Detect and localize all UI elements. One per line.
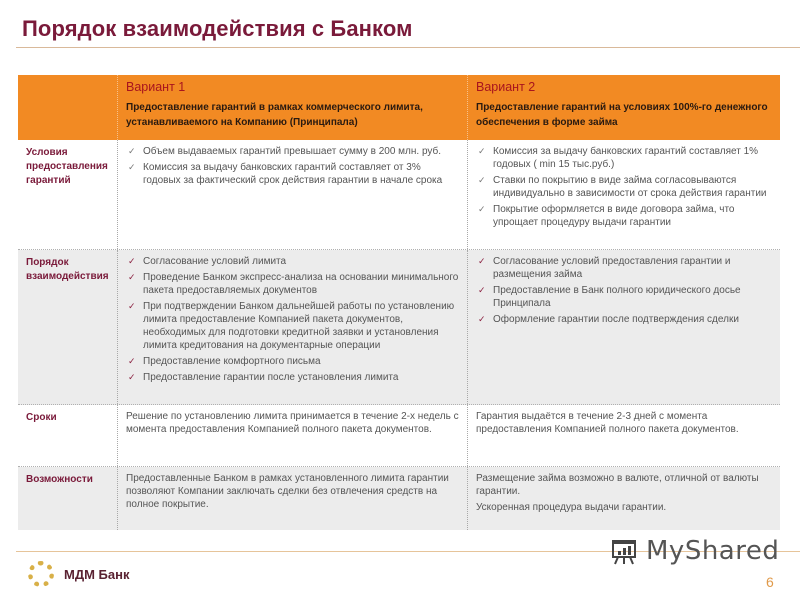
list-item: ✓ Согласование условий предоставления гарантии и размещения займа (478, 256, 731, 280)
presentation-board-icon (608, 536, 640, 566)
check-icon: ✓ (128, 301, 136, 311)
variant-2-label: Вариант 2 (476, 80, 536, 94)
cell-text: Предоставленные Банком в рамках установленного лимита гарантии позволяют Компании заключать сделки без отвлечения средств на полное покрытие. (126, 473, 449, 510)
check-icon: ✓ (478, 175, 486, 185)
list-item: ✓ Оформление гарантии после подтверждения сделки (478, 314, 739, 325)
row-terms-variant-2 (468, 405, 780, 466)
bank-logo-text: МДМ Банк (64, 567, 130, 582)
row-label: Условия предоставления гарантий (18, 140, 118, 249)
cell-text: Размещение займа возможно в валюте, отличной от валюты гарантии. (476, 473, 759, 497)
cell-text: Ускоренная процедура выдачи гарантии. (476, 502, 667, 513)
header-variant-2 (468, 75, 780, 140)
row-opportunities-variant-1 (118, 467, 468, 530)
list-item: ✓ Покрытие оформляется в виде договора займа, что упрощает процедуру выдачи гарантии (478, 204, 735, 228)
table-header-row (18, 75, 780, 140)
check-icon: ✓ (128, 256, 136, 266)
title-divider (16, 47, 800, 48)
row-procedure-variant-2 (468, 250, 780, 404)
row-label: Возможности (18, 467, 118, 530)
row-procedure-variant-1 (118, 250, 468, 404)
row-label: Порядок взаимодействия (18, 250, 118, 404)
check-icon: ✓ (478, 204, 486, 214)
sun-ring-logo-icon (28, 561, 54, 587)
check-icon: ✓ (128, 356, 136, 366)
check-icon: ✓ (478, 285, 486, 295)
table-row-conditions (18, 140, 780, 250)
variant-1-description: Предоставление гарантий в рамках коммерческого лимита, устанавливаемого на Компанию (Принципала) (126, 102, 423, 128)
watermark-text: MyShared (646, 536, 780, 566)
list-item: ✓ При подтверждении Банком дальнейшей работы по установлению лимита предоставление Компанией пакета документов, необходимых для подготовки кредитной заявки и установления лимита кредитования на документарные операции (128, 301, 455, 351)
page-title: Порядок взаимодействия с Банком (22, 16, 413, 41)
check-icon: ✓ (478, 146, 486, 156)
list-item: ✓ Комиссия за выдачу банковских гарантий составляет от 3% годовых за фактический срок действия гарантии в начале срока (128, 162, 443, 186)
check-icon: ✓ (128, 272, 136, 282)
list-item: ✓ Предоставление в Банк полного юридического досье Принципала (478, 285, 741, 309)
variant-2-description: Предоставление гарантий на условиях 100%-го денежного обеспечения в форме займа (476, 102, 768, 128)
table-row-procedure (18, 250, 780, 405)
list-item: ✓ Проведение Банком экспресс-анализа на основании минимального пакета предоставляемых документов (128, 272, 459, 296)
header-empty-cell (18, 75, 118, 140)
list-item: ✓ Предоставление гарантии после установления лимита (128, 372, 399, 383)
check-icon: ✓ (128, 146, 136, 156)
list-item: ✓ Ставки по покрытию в виде займа согласовываются индивидуально в зависимости от срока действия гарантии (478, 175, 767, 199)
list-item: ✓ Комиссия за выдачу банковских гарантий составляет 1% годовых ( min 15 тыс.руб.) (478, 146, 759, 170)
table-row-terms (18, 405, 780, 467)
row-label: Сроки (18, 405, 118, 466)
variant-1-label: Вариант 1 (126, 80, 186, 94)
row-terms-variant-1 (118, 405, 468, 466)
check-icon: ✓ (478, 314, 486, 324)
header-variant-1 (118, 75, 468, 140)
list-item: ✓ Согласование условий лимита (128, 256, 287, 267)
check-icon: ✓ (128, 162, 136, 172)
check-icon: ✓ (478, 256, 486, 266)
check-icon: ✓ (128, 372, 136, 382)
cell-text: Решение по установлению лимита принимается в течение 2-х недель с момента предоставления Компанией полного пакета документов. (126, 411, 459, 435)
comparison-table (18, 75, 780, 530)
page-number: 6 (766, 574, 774, 590)
list-item: ✓ Объем выдаваемых гарантий превышает сумму в 200 млн. руб. (128, 146, 442, 157)
table-row-opportunities (18, 467, 780, 530)
row-conditions-variant-1 (118, 140, 468, 249)
cell-text: Гарантия выдаётся в течение 2-3 дней с момента предоставления Компанией полного пакета документов. (476, 411, 739, 435)
list-item: ✓ Предоставление комфортного письма (128, 356, 321, 367)
row-conditions-variant-2 (468, 140, 780, 249)
watermark (608, 536, 779, 566)
row-opportunities-variant-2 (468, 467, 780, 530)
